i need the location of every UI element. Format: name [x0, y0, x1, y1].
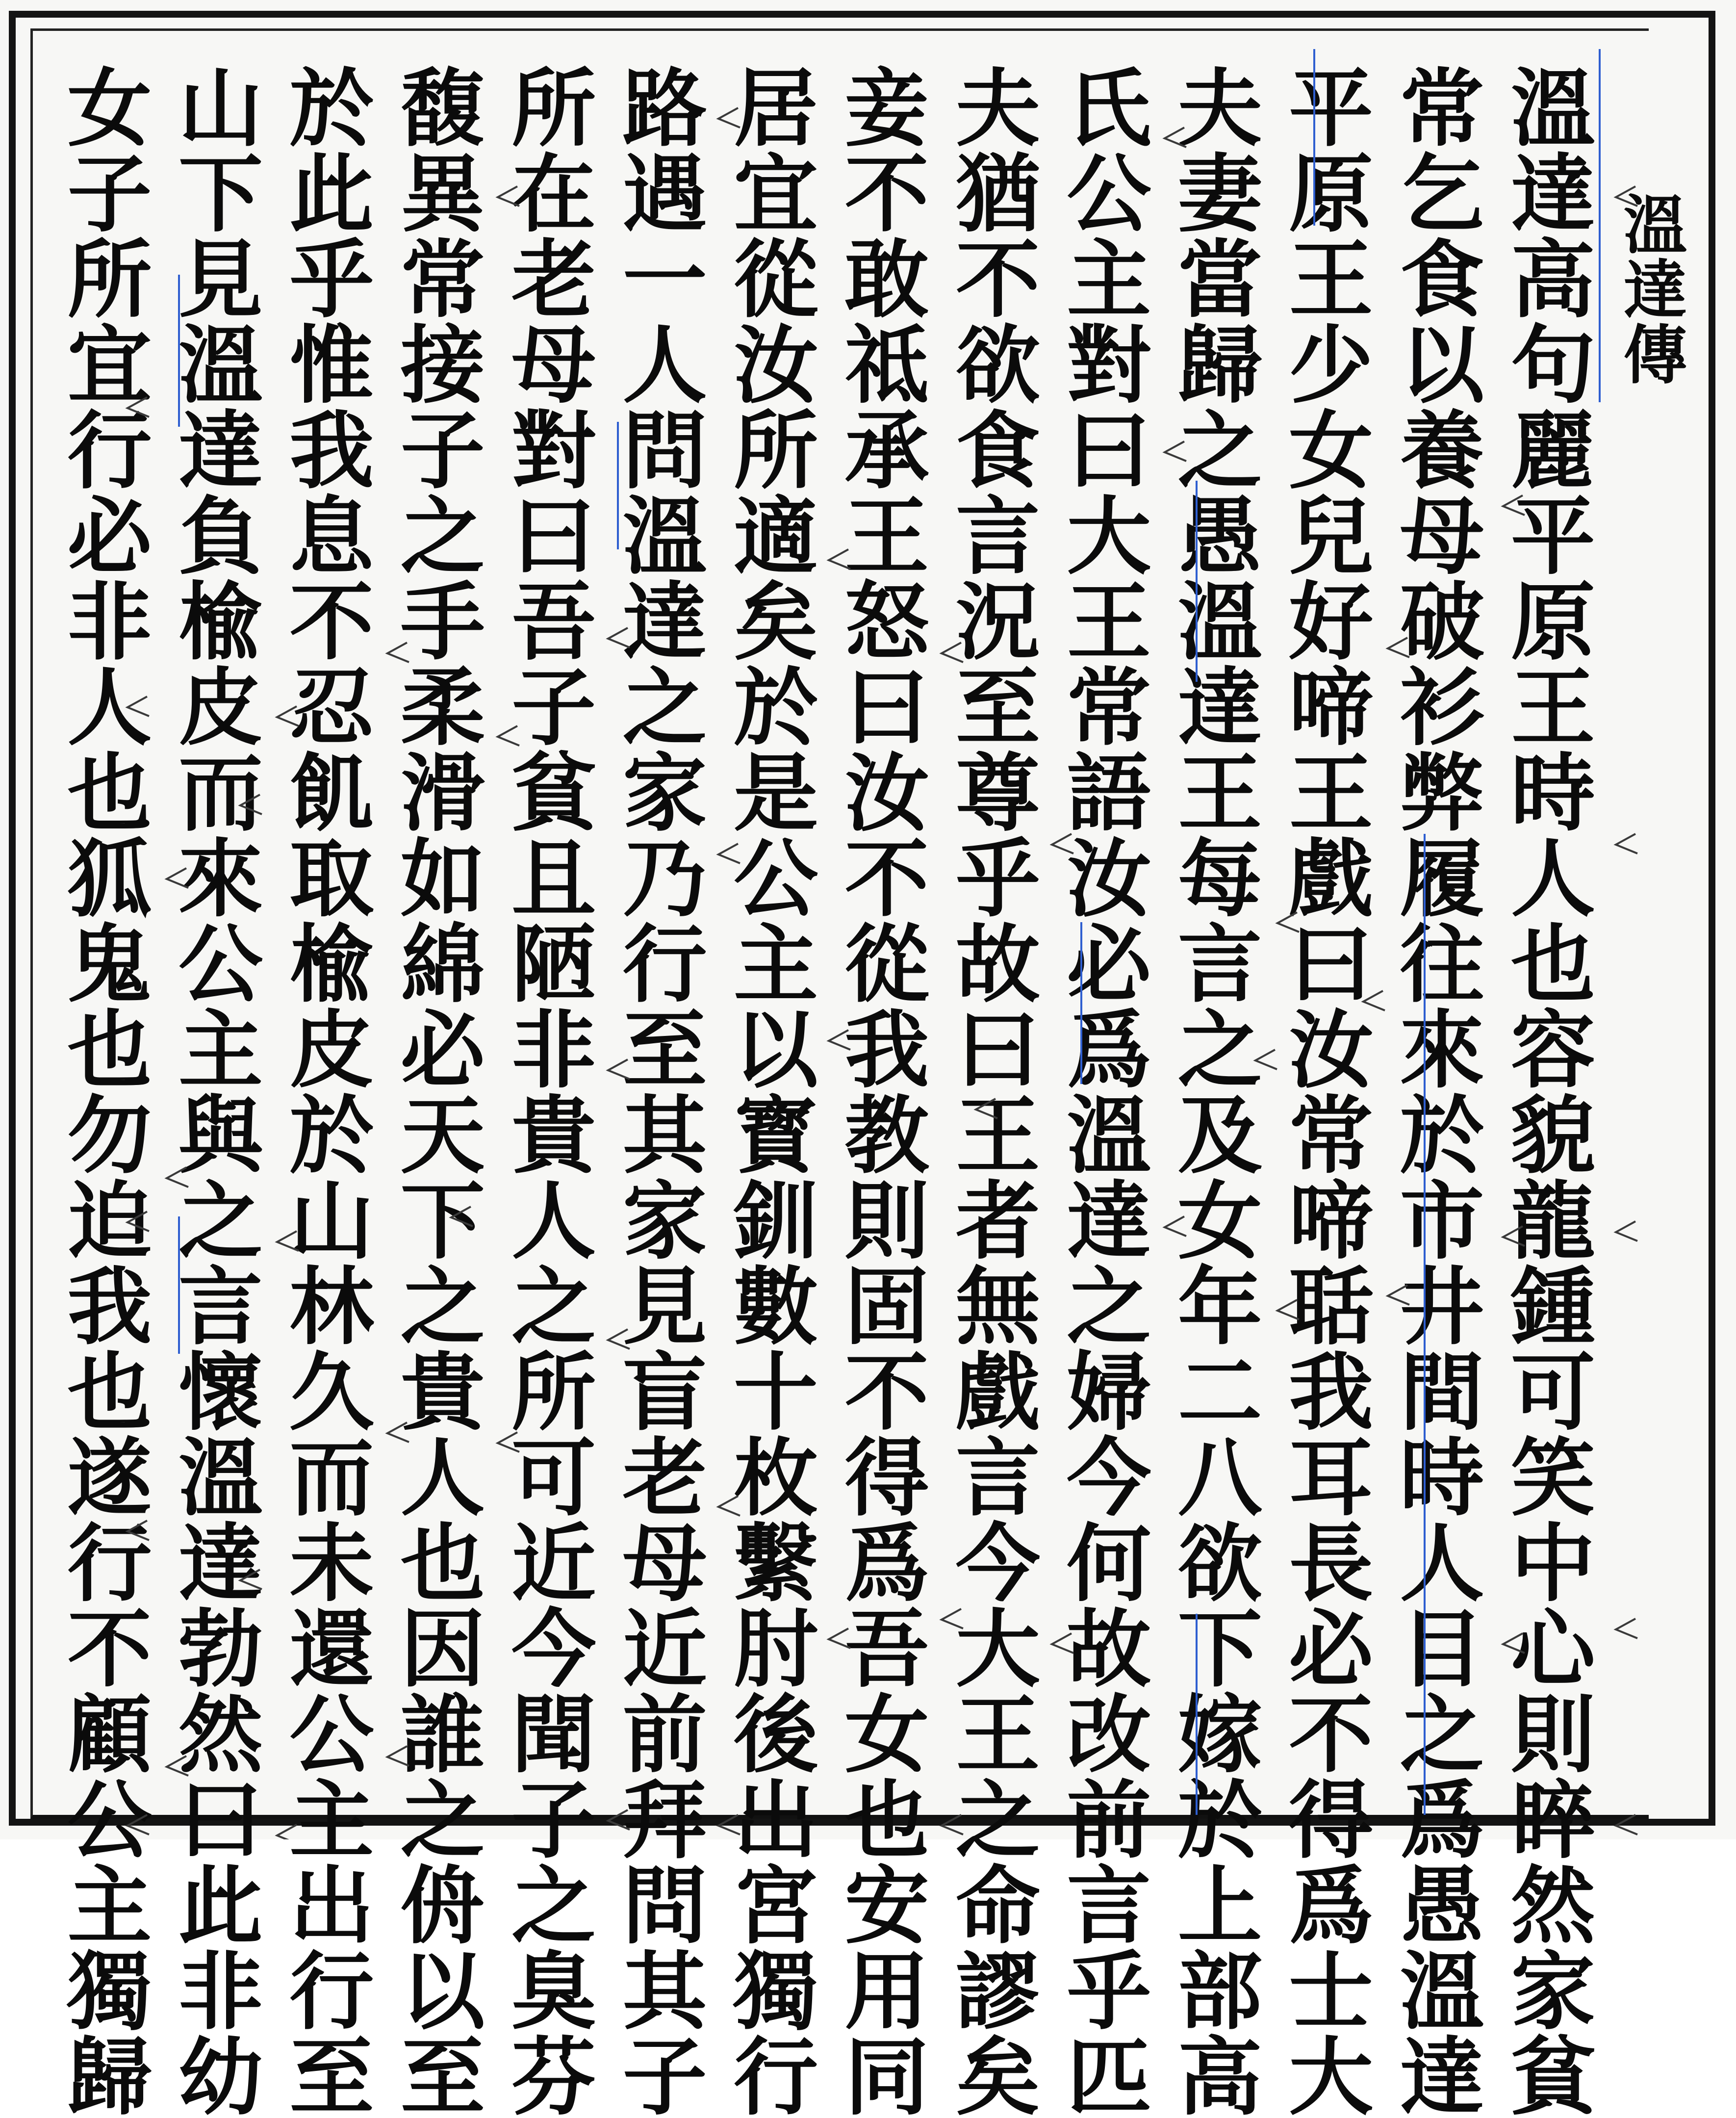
text-column-13	[164, 64, 264, 2118]
text-column-3	[1275, 64, 1375, 2118]
column-text: 所在老母對曰吾子貧且陋非貴人之所可近今聞子之臭芬	[497, 64, 597, 2118]
vertical-text-block	[53, 64, 1688, 2118]
column-text: 平原王少女兒好啼王戲曰汝常啼聒我耳長必不得爲士大	[1275, 64, 1375, 2118]
column-text: 馥異常接子之手柔滑如綿必天下之貴人也因誰之侜以至	[386, 64, 486, 2118]
text-column-7	[830, 64, 930, 2118]
text-column-5	[1052, 64, 1152, 2118]
text-column-11	[386, 64, 486, 2118]
text-column-4	[1164, 64, 1264, 2118]
text-column-10	[497, 64, 597, 2118]
text-column-2	[1386, 64, 1486, 2118]
column-text: 氏公主對曰大王常語汝必爲溫達之婦今何故改前言乎匹	[1052, 64, 1152, 2118]
text-column-1	[1497, 64, 1597, 2118]
column-text: 路遇一人問溫達之家乃行至其家見盲老母近前拜問其子	[609, 64, 709, 2118]
column-text: 於此乎惟我息不忍飢取楡皮於山林久而未還公主出行至	[275, 64, 375, 2118]
column-text: 常乞食以養母破衫弊履往來於市井間時人目之爲愚溫達	[1386, 64, 1486, 2118]
text-column-12	[275, 64, 375, 2118]
text-column-8	[719, 64, 819, 2118]
column-text: 山下見溫達負楡皮而來公主與之言懷溫達勃然曰此非幼	[164, 64, 264, 2118]
title-column	[1613, 64, 1687, 1810]
column-text: 居宜從汝所適矣於是公主以寳釧數十枚繫肘後出宮獨行	[719, 64, 819, 2118]
column-text: 夫妻當歸之愚溫達王每言之及女年二八欲下嫁於上部高	[1164, 64, 1264, 2118]
column-text: 夫猶不欲食言況至尊乎故曰王者無戲言今大王之命謬矣	[942, 64, 1042, 2118]
document-title: 溫達傳	[1612, 191, 1688, 387]
text-column-9	[609, 64, 709, 2118]
text-column-6	[942, 64, 1042, 2118]
column-text: 妾不敢祗承王怒曰汝不從我教則固不得爲吾女也安用同	[830, 64, 930, 2118]
text-column-14	[53, 64, 153, 2118]
column-text: 溫達高句麗平原王時人也容貌龍鍾可笑中心則睟然家貧	[1497, 64, 1597, 2118]
column-text: 女子所宜行必非人也狐鬼也勿迫我也遂行不顧公主獨歸	[53, 64, 153, 2118]
